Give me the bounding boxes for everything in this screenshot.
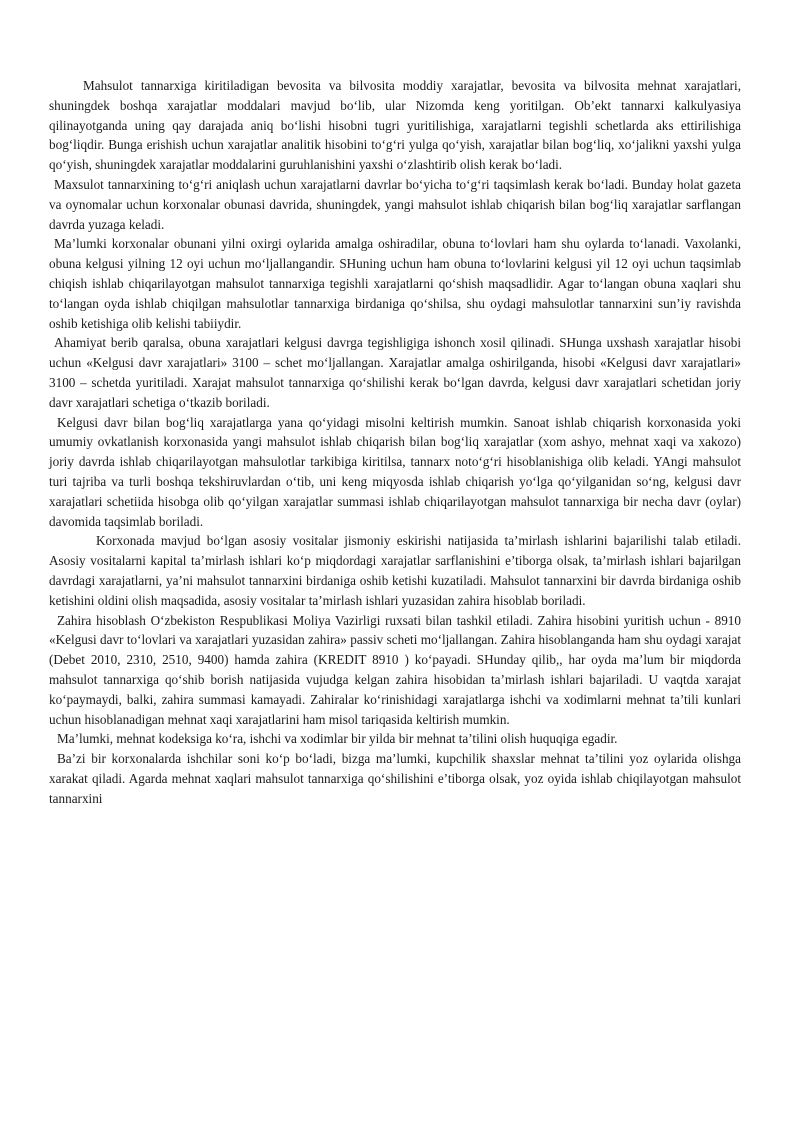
paragraph-3: Ma’lumki korxonalar obunani yilni oxirgi oylarida amalga oshiradilar, obuna to‘lovlari ham shu oylarda to‘lanadi. Vaxolanki, obuna kelgusi yilning 12 oyi uchun mo‘ljallangandir. SHuning uchun ham obuna to‘lovlarini kelgusi yil 12 oyi uchun taqsimlab chiqish ishlab chiqarilayotgan mahsulot tannarxiga tegishli xarajatlarni qo‘shish maqsadlidir. Agar to‘langan obuna xaqlari shu to‘langan oyda ishlab chiqilgan mahsulotlar tannarxiga birdaniga qo‘shilsa, shu oydagi mahsulotlar tannarxini sun’iy ravishda oshib ketishiga olib kelishi tabiiydir. — [49, 236, 741, 331]
paragraph-7: Zahira hisoblash O‘zbekiston Respublikasi Moliya Vazirligi ruxsati bilan tashkil etiladi. Zahira hisobini yuritish uchun - 8910 «Kelgusi davr to‘lovlari va xarajatlari yuzasidan zahira» passiv scheti mo‘ljallangan. Zahira hisoblanganda ham shu oydagi xarajat (Debet 2010, 2310, 2510, 9400) hamda zahira (KREDIT 8910 ) ko‘payadi. SHunday qilib,, har oyda ma’lum bir miqdorda mahsulot tannarxiga qo‘shib borish natijasida vujudga kelgan zahira hisobidan ta’mirlash ishlari bajariladi. U vaqtda xarajat ko‘paymaydi, balki, zahira summasi kamayadi. Zahiralar ko‘rinishidagi xarajatlarga ishchi va xodimlarni mehnat ta’tili kunlari uchun hisoblanadigan mehnat xaqi xarajatlarini ham misol tariqasida keltirish mumkin. — [49, 612, 741, 727]
paragraph-4: Ahamiyat berib qaralsa, obuna xarajatlari kelgusi davrga tegishligiga ishonch xosil qilinadi. SHunga uxshash xarajatlar hisobi uchun «Kelgusi davr xarajatlari» 3100 – schet mo‘ljallangan. Xarajatlar amalga oshirilganda, hisobi «Kelgusi davr xarajatlari» 3100 – schetda yuritiladi. Xarajat mahsulot tannarxiga qo‘shilishi kerak bo‘lgan davrda, kelgusi davr xarajatlari schetidan joriy davr xarajatlari schetiga o‘tkazib boriladi. — [49, 335, 741, 410]
paragraph-6: Korxonada mavjud bo‘lgan asosiy vositalar jismoniy eskirishi natijasida ta’mirlash ishlarini bajarilishi talab etiladi. Asosiy vositalarni kapital ta’mirlash ishlari ko‘p miqdordagi xarajatlar sarflanishini e’tiborga olsak, ta’mirlash ishlari bajarilgan davrdagi xarajatlarni, ya’ni mahsulot tannarxini birdaniga oshib ketishi kuzatiladi. Mahsulot tannarxini bir davrda birdaniga oshib ketishini oldini olish maqsadida, asosiy vositalar ta’mirlash ishlari yuzasidan zahira hisoblab boriladi. — [49, 533, 741, 608]
document-body — [49, 76, 741, 808]
paragraph-1: Mahsulot tannarxiga kiritiladigan bevosita va bilvosita moddiy xarajatlar, bevosita va bilvosita mehnat xarajatlari, shuningdek boshqa xarajatlar moddalari mavjud bo‘lib, ular Nizomda keng yoritilgan. Ob’ekt tannarxi kalkulyasiya qilinayotganda uning qay darajada aniq bo‘lishi hisobni tugri yuritilishiga, xarajatlarni tegishli schetlarda aks ettirilishiga bog‘liqdir. Bunga erishish uchun xarajatlar analitik hisobini to‘g‘ri yulga qo‘yish, xarajatlar bilan bog‘liq, xo‘jalikni yaxshi yulga qo‘yish, shuningdek xarajatlar moddalarini guruhlanishini yaxshi o‘zlashtirib olish kerak bo‘ladi. — [49, 78, 741, 173]
paragraph-9: Ba’zi bir korxonalarda ishchilar soni ko‘p bo‘ladi, bizga ma’lumki, kupchilik shaxslar mehnat ta’tilini yoz oylarida olishga xarakat qiladi. Agarda mehnat xaqlari mahsulot tannarxiga qo‘shilishini e’tiborga olsak, yoz oyida ishlab chiqilayotgan mahsulot tannarxini — [49, 751, 741, 806]
paragraph-5: Kelgusi davr bilan bog‘liq xarajatlarga yana qo‘yidagi misolni keltirish mumkin. Sanoat ishlab chiqarish korxonasida yoki umumiy ovkatlanish korxonasida yangi mahsulot ishlab chiqarish bilan bog‘liq xarajatlar (xom ashyo, mehnat xaqi va xakozo) joriy davrda ishlab chiqarilayotgan mahsulotlar tarkibiga kiritilsa, tannarx noto‘g‘ri hisoblanishiga olib keladi. YAngi mahsulot turi tajriba va turli boshqa tekshiruvlardan o‘tib, uni keng miqyosda ishlab chiqarish yo‘lga qo‘yilganidan so‘ng, kelgusi davr xarajatlari schetiida hisobga olib qo‘yilgan xarajatlar summasi ishlab chiqarilayotgan mahsulot tannarxiga bir necha davr (oylar) davomida taqsimlab boriladi. — [49, 414, 741, 529]
paragraph-2: Maxsulot tannarxining to‘g‘ri aniqlash uchun xarajatlarni davrlar bo‘yicha to‘g‘ri taqsimlash kerak bo‘ladi. Bunday holat gazeta va oynomalar uchun korxonalar obunasi davrida, shuningdek, yangi mahsulot ishlab chiqarish bilan bog‘liq xarajatlar sarflangan davrda yuzaga keladi. — [49, 176, 741, 232]
paragraph-8: Ma’lumki, mehnat kodeksiga ko‘ra, ishchi va xodimlar bir yilda bir mehnat ta’tilini olish huquqiga egadir. — [57, 731, 618, 747]
